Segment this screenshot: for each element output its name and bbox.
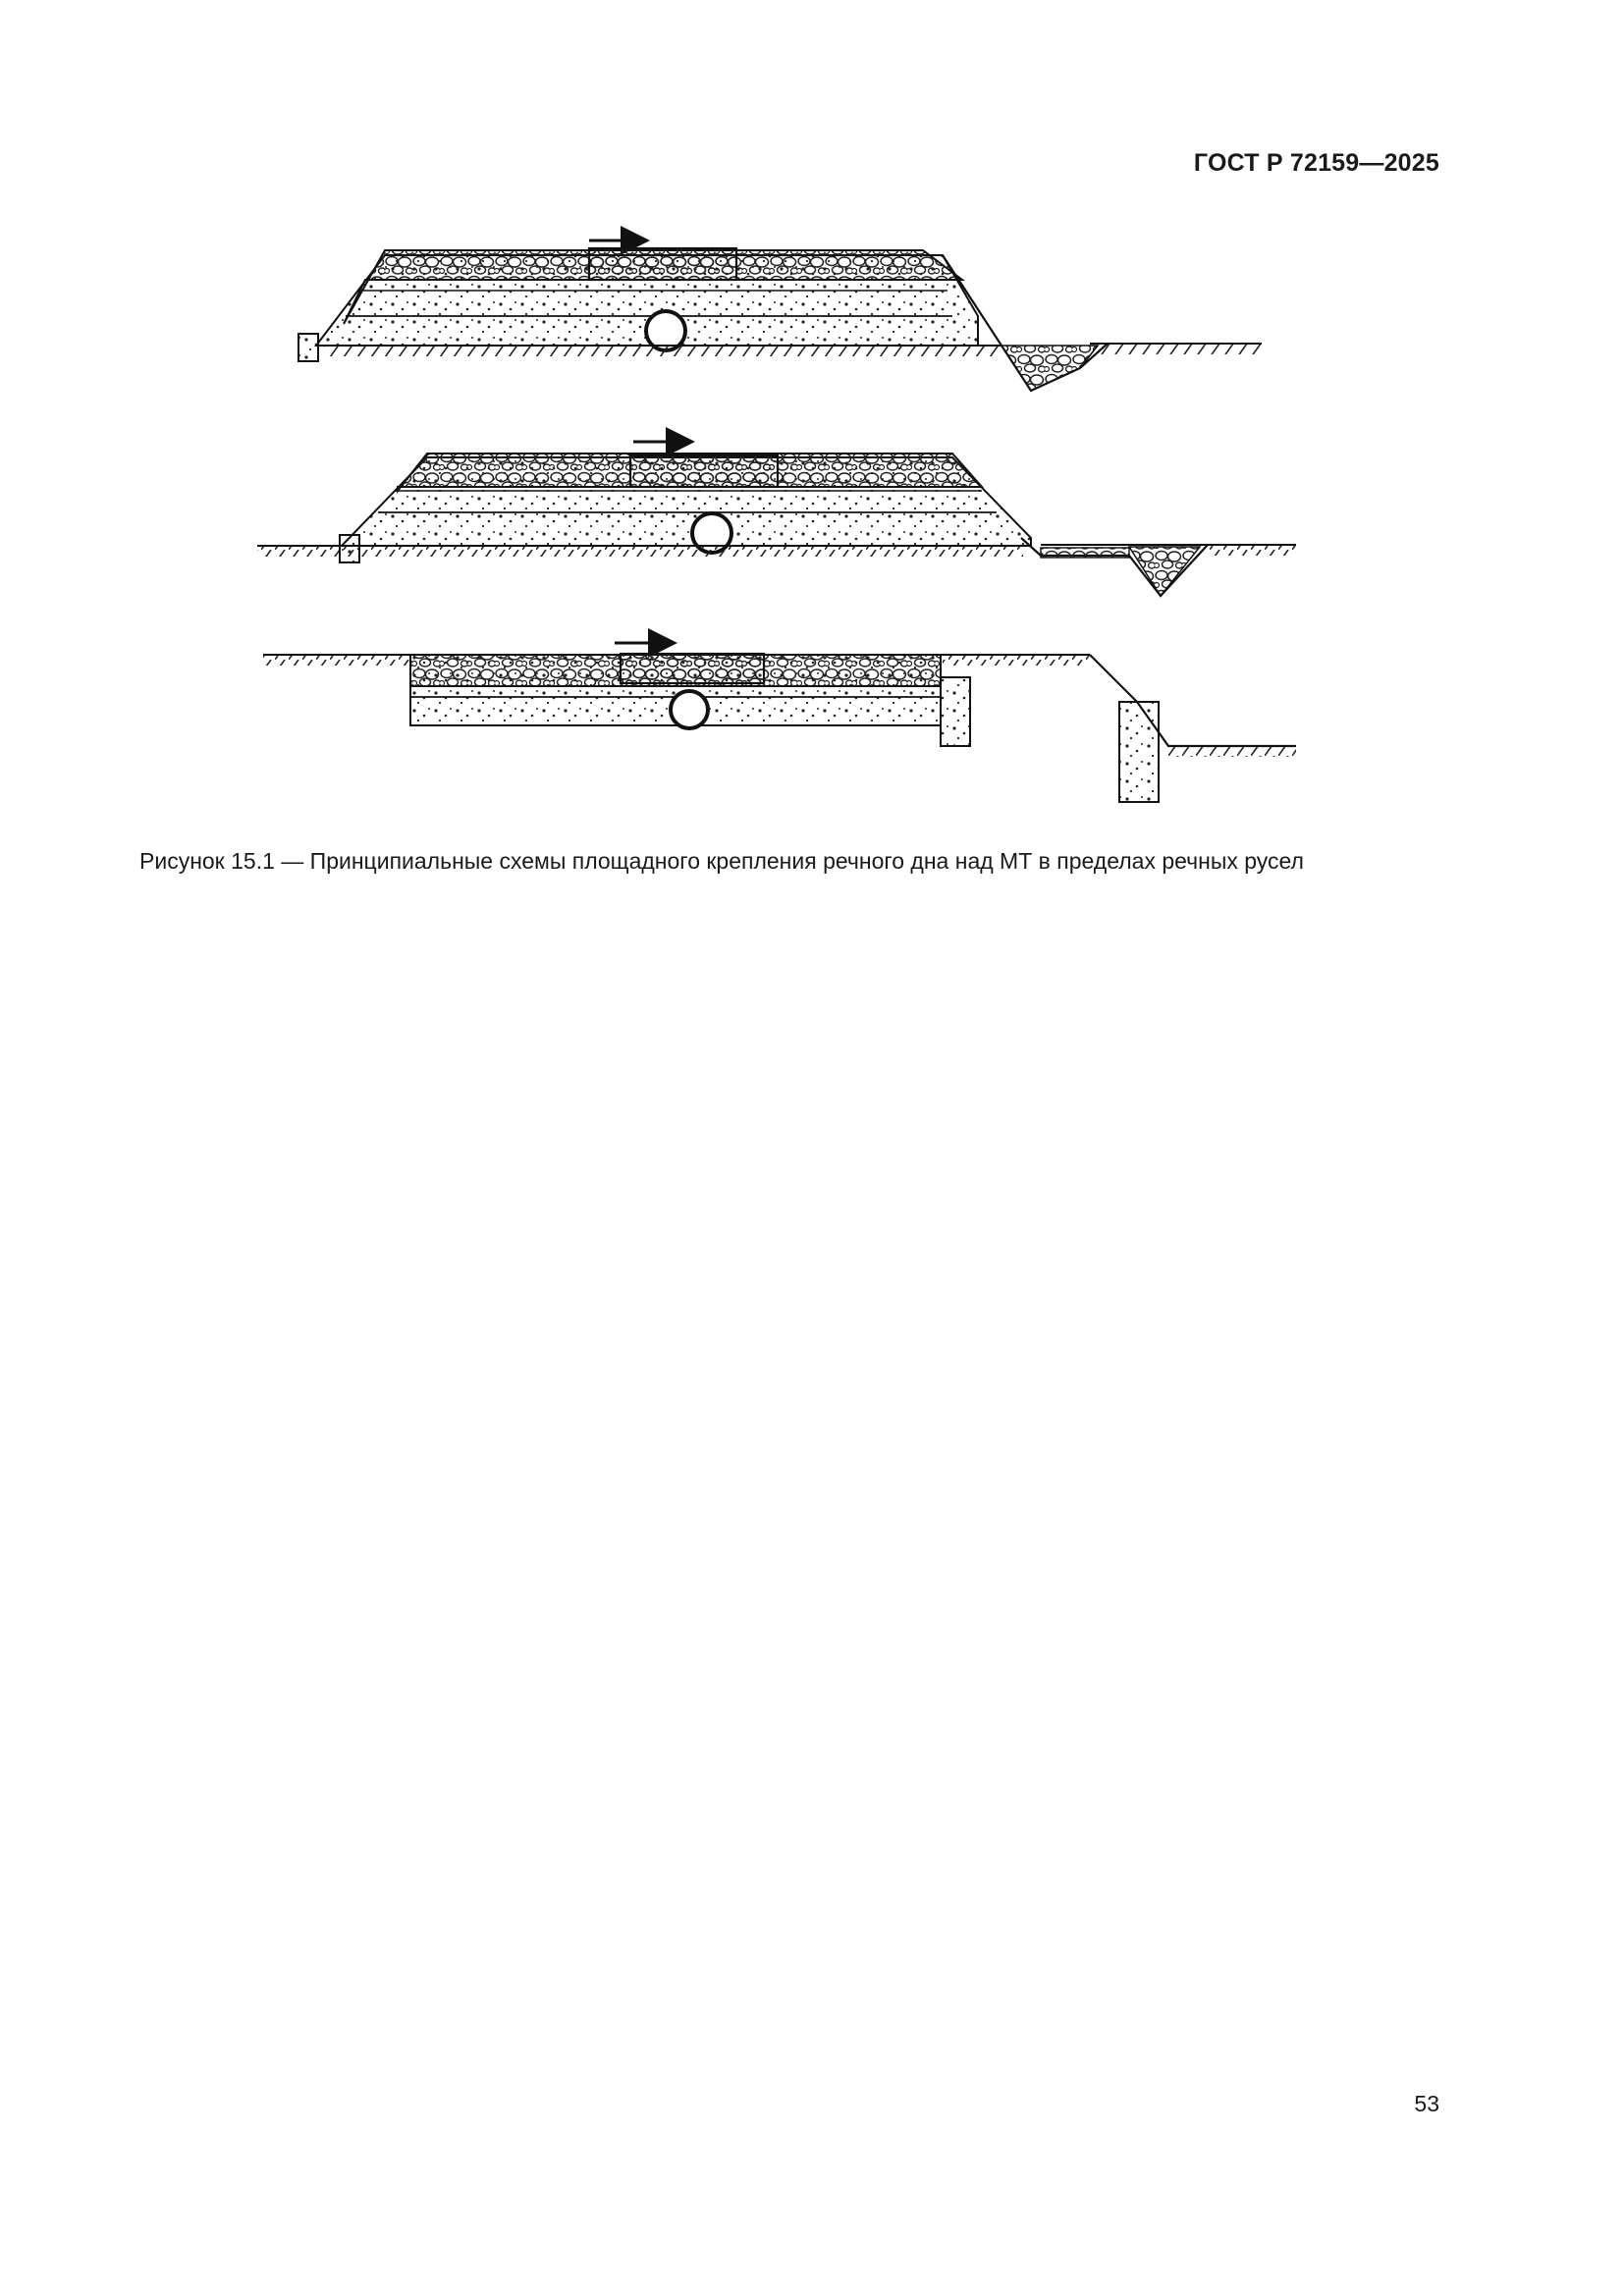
page-number: 53 bbox=[1414, 2091, 1439, 2116]
figure-schemes bbox=[0, 0, 1624, 844]
scheme-2 bbox=[257, 442, 1296, 596]
figure-caption: Рисунок 15.1 — Принципиальные схемы площадного крепления речного дна над МТ в пределах речных русел bbox=[139, 848, 1304, 874]
scheme-1 bbox=[298, 240, 1262, 391]
scheme-3 bbox=[263, 643, 1296, 802]
document-header: ГОСТ Р 72159—2025 bbox=[1193, 149, 1439, 177]
